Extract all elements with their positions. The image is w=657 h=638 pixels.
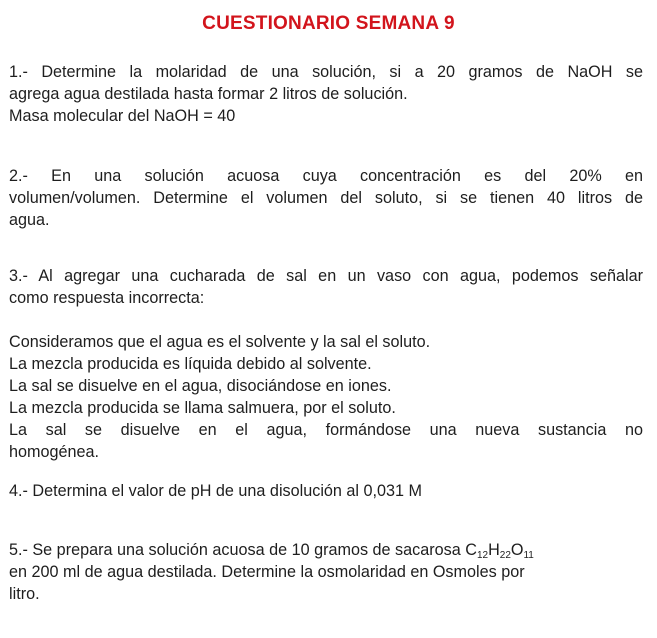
question-3-line-1: 3.- Al agregar una cucharada de sal en un vaso con agua, podemos señalar xyxy=(9,267,643,285)
option-5-continuation: homogénea. xyxy=(9,443,100,461)
question-3-line-2: como respuesta incorrecta: xyxy=(9,289,205,307)
question-2-line-2: volumen/volumen. Determine el volumen del soluto, si se tienen 40 litros de xyxy=(9,189,643,207)
question-2 xyxy=(9,165,643,231)
question-3 xyxy=(9,265,643,309)
question-5-line-3: litro. xyxy=(9,585,40,603)
option-3: La sal se disuelve en el agua, disociándose en iones. xyxy=(9,377,392,395)
formula-hydrogen: H xyxy=(488,541,500,559)
question-1-line-3: Masa molecular del NaOH = 40 xyxy=(9,107,236,125)
page-title: CUESTIONARIO SEMANA 9 xyxy=(202,13,455,34)
question-1 xyxy=(9,61,643,127)
formula-carbon: C xyxy=(465,541,477,559)
question-1-line-2: agrega agua destilada hasta formar 2 litros de solución. xyxy=(9,85,408,103)
option-1: Consideramos que el agua es el solvente y la sal el soluto. xyxy=(9,333,431,351)
formula-hydrogen-count: 22 xyxy=(499,550,511,561)
question-3-options xyxy=(9,331,643,463)
sucrose-formula xyxy=(465,541,534,559)
question-1-line-1: 1.- Determine la molaridad de una solución, si a 20 gramos de NaOH se xyxy=(9,63,643,81)
question-4-line-1: 4.- Determina el valor de pH de una disolución al 0,031 M xyxy=(9,482,423,500)
question-5-line-1-text: 5.- Se prepara una solución acuosa de 10 gramos de sacarosa xyxy=(9,541,461,559)
formula-oxygen-count: 11 xyxy=(523,550,534,561)
option-2: La mezcla producida es líquida debido al solvente. xyxy=(9,355,372,373)
option-5: La sal se disuelve en el agua, formándose una nueva sustancia no xyxy=(9,421,643,439)
question-5-line-2: en 200 ml de agua destilada. Determine la osmolaridad en Osmoles por xyxy=(9,563,525,581)
question-5 xyxy=(9,539,643,605)
question-2-line-3: agua. xyxy=(9,211,50,229)
question-4 xyxy=(9,480,643,502)
option-4: La mezcla producida se llama salmuera, por el soluto. xyxy=(9,399,396,417)
question-2-line-1: 2.- En una solución acuosa cuya concentración es del 20% en xyxy=(9,167,643,185)
formula-carbon-count: 12 xyxy=(476,550,489,561)
question-5-line-1 xyxy=(9,539,643,561)
formula-oxygen: O xyxy=(510,541,524,559)
